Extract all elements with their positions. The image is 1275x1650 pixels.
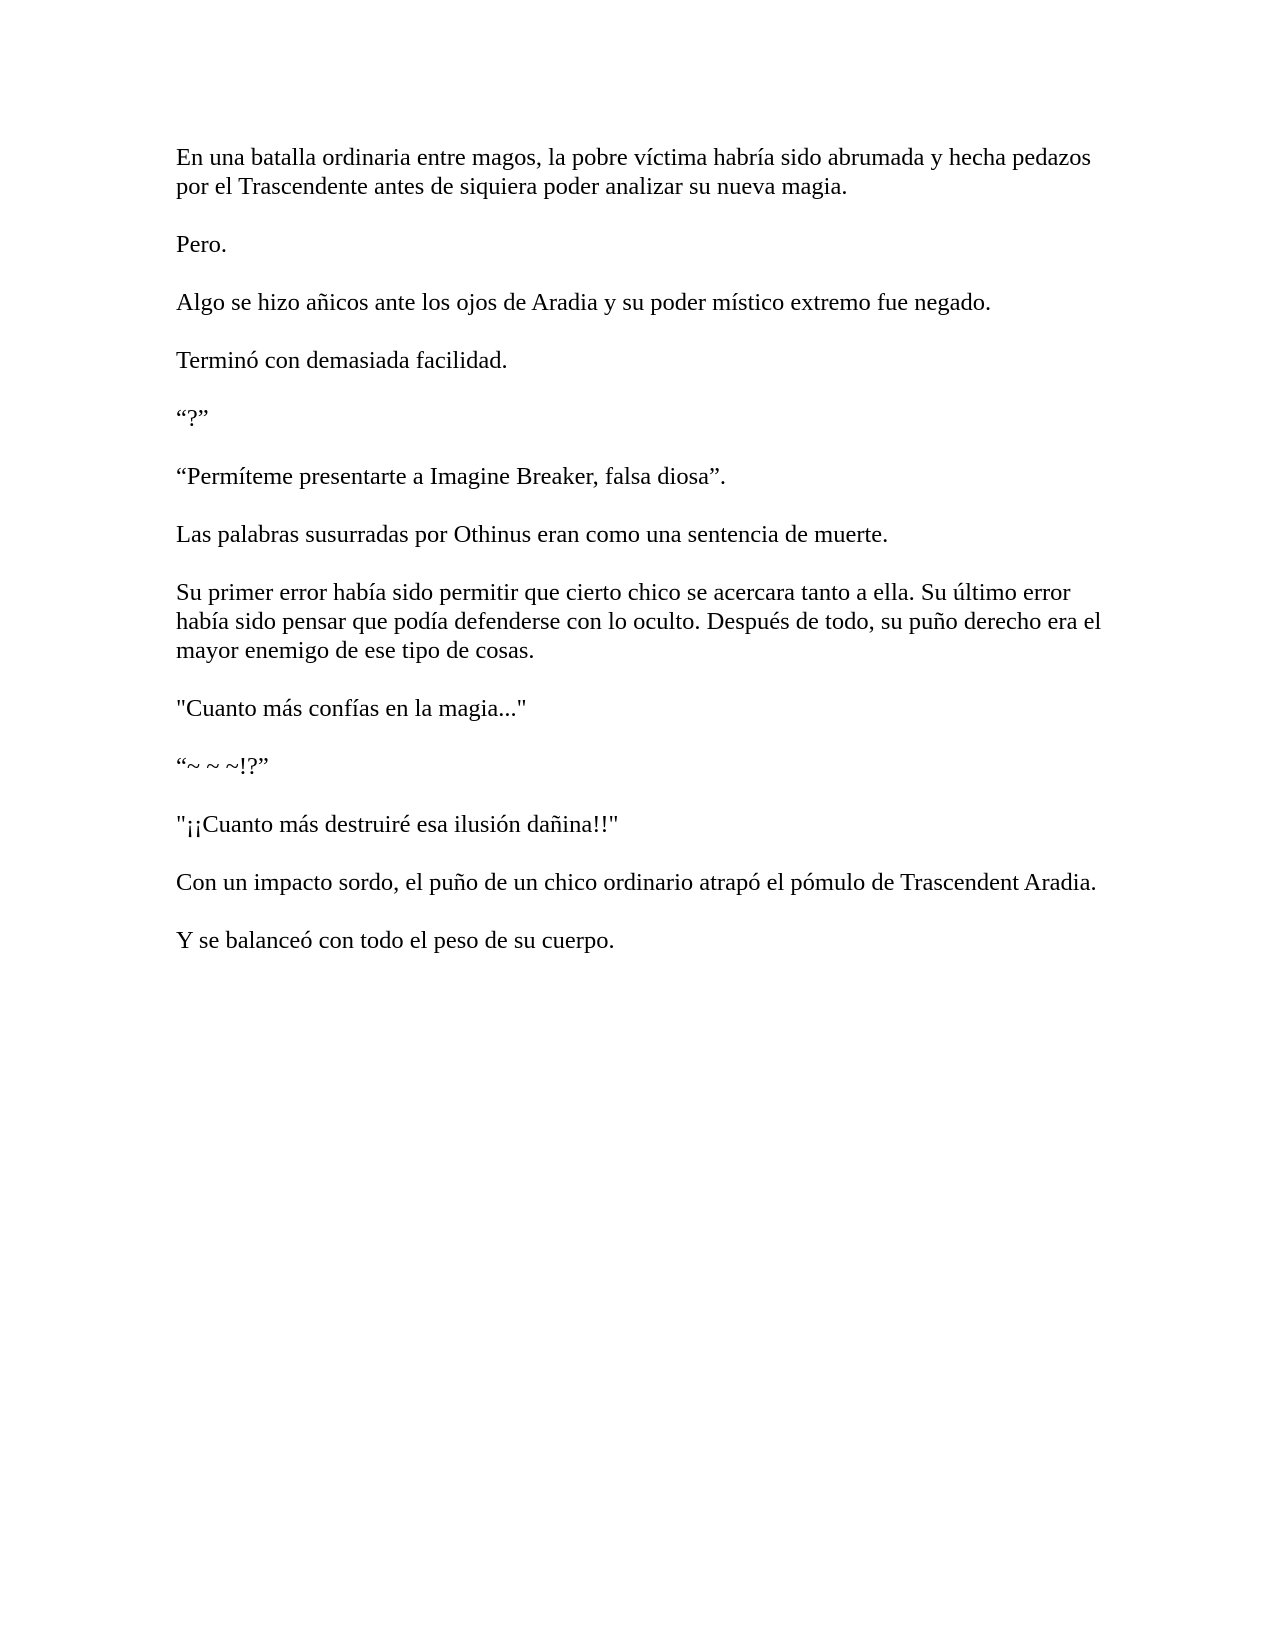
paragraph-5: “?”	[176, 405, 209, 432]
paragraph-13: Y se balanceó con todo el peso de su cuerpo.	[176, 927, 615, 954]
paragraph-8: Su primer error había sido permitir que cierto chico se acercara tanto a ella. Su último error había sido pensar que podía defenderse con lo oculto. Después de todo, su puño derecho era el mayor enemigo de ese tipo de cosas.	[176, 579, 1102, 664]
paragraph-2: Pero.	[176, 231, 228, 258]
paragraph-12: Con un impacto sordo, el puño de un chico ordinario atrapó el pómulo de Trascendent Aradia.	[176, 869, 1097, 896]
document-body	[176, 143, 1106, 984]
paragraph-4: Terminó con demasiada facilidad.	[176, 347, 508, 374]
paragraph-6: “Permíteme presentarte a Imagine Breaker, falsa diosa”.	[176, 463, 727, 490]
paragraph-1: En una batalla ordinaria entre magos, la pobre víctima habría sido abrumada y hecha pedazos por el Trascendente antes de siquiera poder analizar su nueva magia.	[176, 144, 1091, 200]
paragraph-9: "Cuanto más confías en la magia..."	[176, 695, 527, 722]
paragraph-10: “~ ~ ~!?”	[176, 753, 269, 780]
paragraph-3: Algo se hizo añicos ante los ojos de Aradia y su poder místico extremo fue negado.	[176, 289, 992, 316]
paragraph-7: Las palabras susurradas por Othinus eran como una sentencia de muerte.	[176, 521, 889, 548]
paragraph-11: "¡¡Cuanto más destruiré esa ilusión dañina!!"	[176, 811, 619, 838]
